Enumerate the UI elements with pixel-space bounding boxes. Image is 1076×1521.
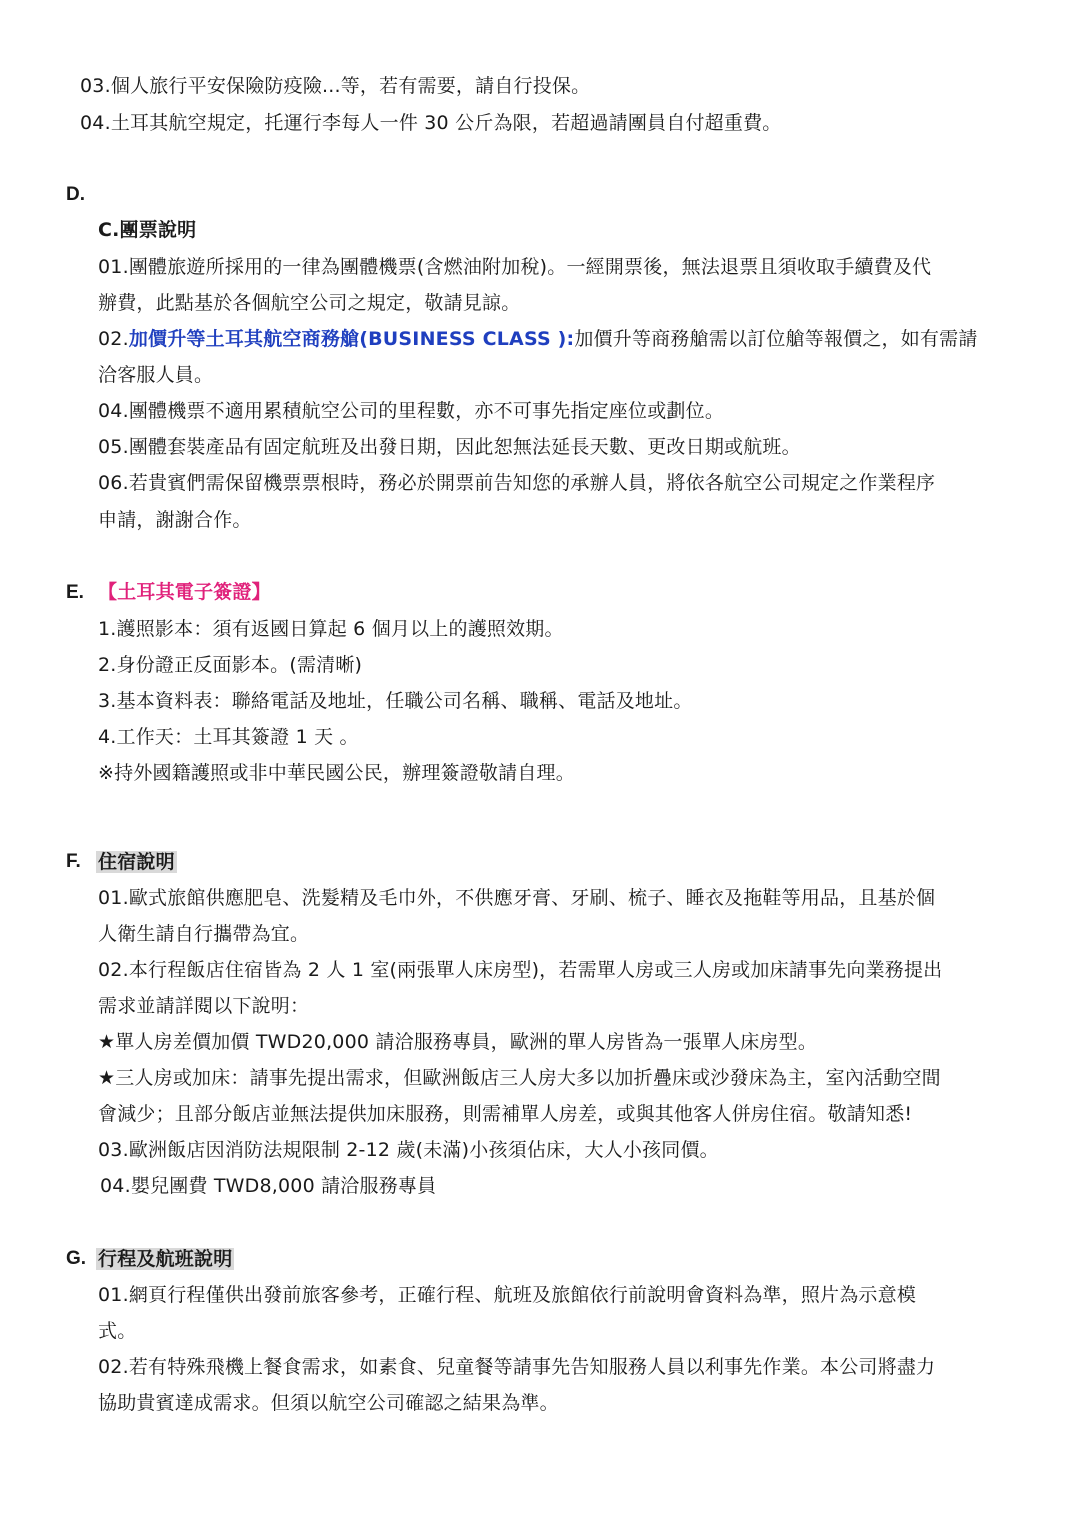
visa-note: ※持外國籍護照或非中華民國公民，辦理簽證敬請自理。 <box>98 762 575 784</box>
visa-item-1: 1.護照影本：須有返國日算起 6 個月以上的護照效期。 <box>98 618 564 640</box>
section-d-title: C.團票說明 <box>98 219 197 241</box>
ticket-item-4: 04.團體機票不適用累積航空公司的里程數，亦不可事先指定座位或劃位。 <box>98 400 725 422</box>
itinerary-item-1b: 式。 <box>98 1320 137 1342</box>
ticket-item-2b: 洽客服人員。 <box>98 364 214 386</box>
ticket-item-2 <box>98 326 978 352</box>
ticket-item-5: 05.團體套裝產品有固定航班及出發日期，因此恕無法延長天數、更改日期或航班。 <box>98 436 801 458</box>
hotel-item-2a: 02.本行程飯店住宿皆為 2 人 1 室(兩張單人床房型)，若需單人房或三人房或加床請事先向業務提出 <box>98 959 943 981</box>
hotel-item-3: 03.歐洲飯店因消防法規限制 2-12 歲(未滿)小孩須佔床，大人小孩同價。 <box>98 1139 719 1161</box>
section-g-title: 行程及航班說明 <box>98 1248 233 1270</box>
baggage-note: 04.土耳其航空規定，托運行李每人一件 30 公斤為限，若超過請團員自付超重費。 <box>80 112 782 134</box>
itinerary-item-2b: 協助貴賓達成需求。但須以航空公司確認之結果為準。 <box>98 1392 559 1414</box>
section-g-title-wrap <box>96 1246 234 1272</box>
triple-room-note-a: ★三人房或加床：請事先提出需求，但歐洲飯店三人房大多以加折疊床或沙發床為主，室內活動空間 <box>98 1067 941 1089</box>
section-e-letter: E. <box>66 582 84 603</box>
visa-item-2: 2.身份證正反面影本。(需清晰) <box>98 654 363 676</box>
hotel-item-2b: 需求並請詳閱以下說明： <box>98 995 310 1017</box>
section-g-letter: G. <box>66 1248 87 1269</box>
visa-item-3: 3.基本資料表：聯絡電話及地址，任職公司名稱、職稱、電話及地址。 <box>98 690 693 712</box>
triple-room-note-b: 會減少；且部分飯店並無法提供加床服務，則需補單人房差，或與其他客人併房住宿。敬請知悉! <box>98 1103 913 1125</box>
ticket-item-1a: 01.團體旅遊所採用的一律為團體機票(含燃油附加稅)。一經開票後，無法退票且須收取手續費及代 <box>98 256 932 278</box>
insurance-note: 03.個人旅行平安保險防疫險...等，若有需要，請自行投保。 <box>80 75 591 97</box>
itinerary-item-2a: 02.若有特殊飛機上餐食需求，如素食、兒童餐等請事先告知服務人員以利事先作業。本公司將盡力 <box>98 1356 936 1378</box>
business-class-highlight: 加價升等土耳其航空商務艙(BUSINESS CLASS ): <box>128 328 575 350</box>
ticket-item-6b: 申請，謝謝合作。 <box>98 509 252 531</box>
hotel-item-1a: 01.歐式旅館供應肥皂、洗髮精及毛巾外，不供應牙膏、牙刷、梳子、睡衣及拖鞋等用品，且基於個 <box>98 887 936 909</box>
section-f-title-wrap <box>96 849 177 875</box>
hotel-item-4: 04.嬰兒團費 TWD8,000 請洽服務專員 <box>100 1175 437 1197</box>
section-e-title: 【土耳其電子簽證】 <box>98 581 271 603</box>
ticket-item-1b: 辦費，此點基於各個航空公司之規定，敬請見諒。 <box>98 292 521 314</box>
ticket-item-2-rest: 加價升等商務艙需以訂位艙等報價之，如有需請 <box>574 328 978 350</box>
section-f-letter: F. <box>66 851 81 872</box>
section-f-title: 住宿說明 <box>98 851 175 873</box>
itinerary-item-1a: 01.網頁行程僅供出發前旅客參考，正確行程、航班及旅館依行前說明會資料為準，照片為示意模 <box>98 1284 917 1306</box>
hotel-item-1b: 人衛生請自行攜帶為宜。 <box>98 923 310 945</box>
ticket-item-6a: 06.若貴賓們需保留機票票根時，務必於開票前告知您的承辦人員，將依各航空公司規定之作業程序 <box>98 472 936 494</box>
ticket-item-2-prefix: 02. <box>98 328 129 350</box>
section-d-letter: D. <box>66 184 85 205</box>
single-room-note: ★單人房差價加價 TWD20,000 請洽服務專員，歐洲的單人房皆為一張單人床房型。 <box>98 1031 818 1053</box>
visa-item-4: 4.工作天：土耳其簽證 1 天 。 <box>98 726 359 748</box>
